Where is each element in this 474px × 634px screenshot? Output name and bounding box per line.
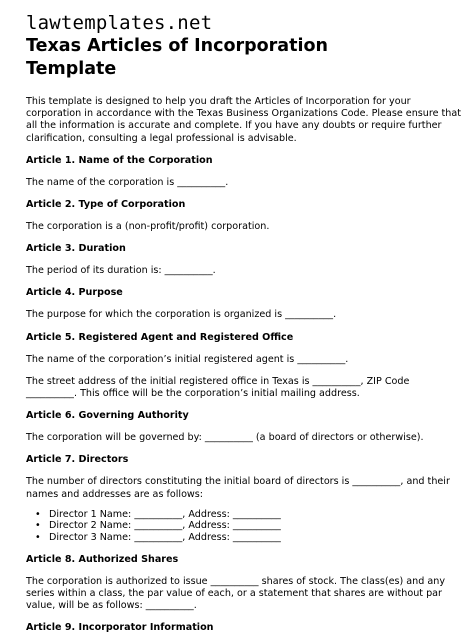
article-6-text: The corporation will be governed by: __________ (a board of directors or otherwise).: [26, 432, 424, 444]
article-7-text: [26, 476, 466, 500]
article-8-line-1: The corporation is authorized to issue __________ shares of stock. The class(es) and any: [26, 575, 446, 587]
article-3-text: The period of its duration is: __________.: [26, 265, 216, 277]
list-item: [35, 520, 466, 532]
title-line-1: Texas Articles of Incorporation: [26, 36, 328, 56]
article-6-heading: Article 6. Governing Authority: [26, 410, 189, 422]
article-1-heading: Article 1. Name of the Corporation: [26, 154, 213, 166]
article-7-line-2: names and addresses are as follows:: [26, 488, 204, 500]
site-watermark: lawtemplates.net: [26, 12, 213, 34]
article-5-heading: Article 5. Registered Agent and Registered Office: [26, 331, 294, 343]
article-7-line-1: The number of directors constituting the initial board of directors is __________, and their: [26, 476, 450, 488]
article-1-text: The name of the corporation is __________.: [26, 176, 229, 188]
article-9-heading: Article 9. Incorporator Information: [26, 622, 214, 634]
article-4-heading: Article 4. Purpose: [26, 287, 123, 299]
document-title: [26, 35, 466, 81]
article-5-office-text: [26, 376, 466, 400]
bullet-icon: •: [35, 532, 41, 544]
list-item: [35, 532, 466, 544]
bullet-icon: •: [35, 508, 41, 520]
article-2-heading: Article 2. Type of Corporation: [26, 199, 186, 211]
document-page: [26, 12, 466, 634]
article-3-heading: Article 3. Duration: [26, 243, 126, 255]
article-5-agent-text: The name of the corporation’s initial registered agent is __________.: [26, 353, 349, 365]
list-item: [35, 509, 466, 521]
article-5-office-line-1: The street address of the initial registered office in Texas is __________, ZIP Code: [26, 375, 410, 387]
bullet-icon: •: [35, 520, 41, 532]
director-1-entry: Director 1 Name: __________, Address: __________: [49, 508, 281, 520]
article-8-line-3: value, will be as follows: __________.: [26, 600, 197, 612]
directors-list: [26, 509, 466, 544]
article-4-text: The purpose for which the corporation is organized is __________.: [26, 309, 337, 321]
article-8-text: [26, 576, 466, 613]
director-3-entry: Director 3 Name: __________, Address: __________: [49, 532, 281, 544]
article-8-heading: Article 8. Authorized Shares: [26, 553, 179, 565]
article-7-heading: Article 7. Directors: [26, 454, 129, 466]
director-2-entry: Director 2 Name: __________, Address: __________: [49, 520, 281, 532]
intro-paragraph: This template is designed to help you draft the Articles of Incorporation for your corporation in accordance with the Texas Business Organizations Code. Please ensure that all the information is accurate and complete. If you have any doubts or require further clarification, consulting a legal professional is advisable.: [26, 96, 462, 144]
article-2-text: The corporation is a (non-profit/profit) corporation.: [26, 221, 270, 233]
article-5-office-line-2: __________. This office will be the corporation’s initial mailing address.: [26, 388, 360, 400]
article-8-line-2: series within a class, the par value of each, or a statement that shares are without par: [26, 587, 442, 599]
title-line-2: Template: [26, 59, 117, 79]
